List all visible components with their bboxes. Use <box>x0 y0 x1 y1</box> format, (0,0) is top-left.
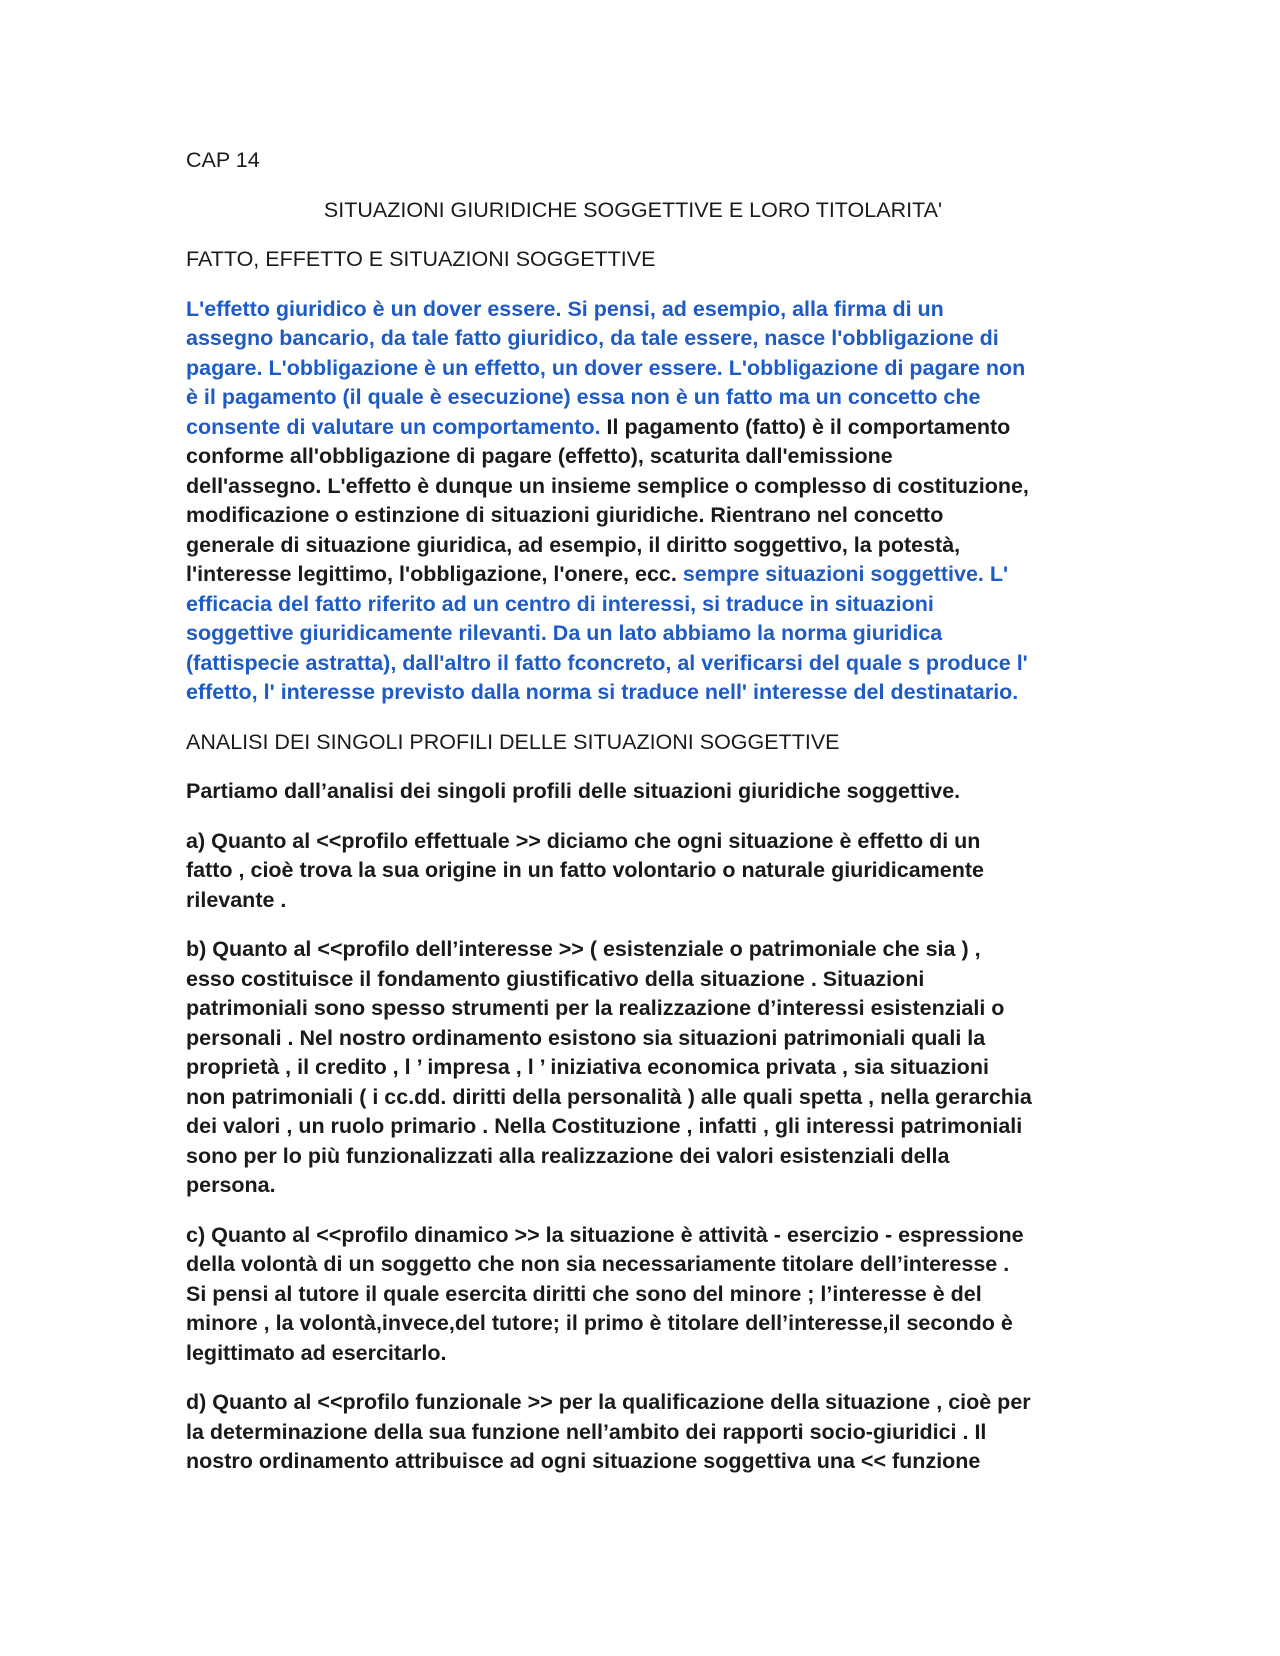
paragraph-line: pagare. L'obbligazione è un effetto, un dover essere. L'obbligazione di pagare non <box>186 355 1026 380</box>
paragraph-line: assegno bancario, da tale fatto giuridico, da tale essere, nasce l'obbligazione di <box>186 326 999 350</box>
paragraph-line: dell'assegno. L'effetto è dunque un insieme semplice o complesso di costituzione, <box>186 473 1029 498</box>
paragraph-line: a) Quanto al <<profilo effettuale >> diciamo che ogni situazione è effetto di un <box>186 828 981 853</box>
paragraph-line: dei valori , un ruolo primario . Nella Costituzione , infatti , gli interessi patrimoniali <box>186 1114 1023 1138</box>
paragraph-line: (fattispecie astratta), dall'altro il fatto fconcreto, al verificarsi del quale s produce l' <box>186 650 1028 675</box>
paragraph-line: efficacia del fatto riferito ad un centro di interessi, si traduce in situazioni <box>186 591 934 616</box>
paragraph-line: Partiamo dall’analisi dei singoli profili delle situazioni giuridiche soggettive. <box>186 779 961 803</box>
plain-text: l'interesse legittimo, l'obbligazione, l'onere, ecc. <box>186 562 683 586</box>
paragraph-line: soggettive giuridicamente rilevanti. Da un lato abbiamo la norma giuridica <box>186 621 943 645</box>
paragraph-profilo-interesse <box>186 935 1096 1201</box>
paragraph-intro-profili <box>186 777 1096 807</box>
paragraph-line: c) Quanto al <<profilo dinamico >> la situazione è attività - esercizio - espressione <box>186 1222 1024 1247</box>
paragraph-profilo-dinamico <box>186 1221 1096 1369</box>
paragraph-line: Si pensi al tutore il quale esercita diritti che sono del minore ; l’interesse è del <box>186 1281 982 1306</box>
paragraph-line: esso costituisce il fondamento giustificativo della situazione . Situazioni <box>186 966 925 991</box>
document-title: SITUAZIONI GIURIDICHE SOGGETTIVE E LORO TITOLARITA' <box>323 197 943 222</box>
paragraph-line: nostro ordinamento attribuisce ad ogni situazione soggettiva una << funzione <box>186 1449 981 1473</box>
paragraph-line: persona. <box>186 1173 276 1197</box>
section-heading-analisi: ANALISI DEI SINGOLI PROFILI DELLE SITUAZIONI SOGGETTIVE <box>186 729 840 754</box>
paragraph-line: fatto , cioè trova la sua origine in un fatto volontario o naturale giuridicamente <box>186 858 984 882</box>
paragraph-line: rilevante . <box>186 887 287 912</box>
paragraph-profilo-funzionale <box>186 1388 1096 1477</box>
paragraph-line: sono per lo più funzionalizzati alla realizzazione dei valori esistenziali della <box>186 1143 950 1168</box>
plain-text: Il pagamento (fatto) è il comportamento <box>600 414 1011 439</box>
paragraph-line: generale di situazione giuridica, ad esempio, il diritto soggettivo, la potestà, <box>186 532 961 557</box>
document-body <box>186 146 1096 1497</box>
paragraph-line: modificazione o estinzione di situazioni giuridiche. Rientrano nel concetto <box>186 503 944 527</box>
paragraph-line-mixed <box>186 560 1096 590</box>
paragraph-line: personali . Nel nostro ordinamento esistono sia situazioni patrimoniali quali la <box>186 1025 986 1050</box>
paragraph-line: conforme all'obbligazione di pagare (effetto), scaturita dall'emissione <box>186 444 893 468</box>
paragraph-line: proprietà , il credito , l ’ impresa , l ’ iniziativa economica privata , sia situazioni <box>186 1055 989 1079</box>
paragraph-line: effetto, l' interesse previsto dalla norma si traduce nell' interesse del destinatario. <box>186 680 1019 704</box>
paragraph-effetto-giuridico <box>186 295 1096 708</box>
section-heading-fatto-effetto: FATTO, EFFETTO E SITUAZIONI SOGGETTIVE <box>186 247 656 271</box>
paragraph-line: la determinazione della sua funzione nell’ambito dei rapporti socio-giuridici . Il <box>186 1419 987 1444</box>
paragraph-profilo-effettuale <box>186 827 1096 916</box>
paragraph-line: patrimoniali sono spesso strumenti per la realizzazione d’interessi esistenziali o <box>186 996 1005 1020</box>
paragraph-line-mixed <box>186 413 1096 443</box>
paragraph-line: della volontà di un soggetto che non sia necessariamente titolare dell’interesse . <box>186 1252 1010 1276</box>
highlighted-text: consente di valutare un comportamento. <box>186 414 601 439</box>
paragraph-line: legittimato ad esercitarlo. <box>186 1340 447 1365</box>
paragraph-line: L'effetto giuridico è un dover essere. Si pensi, ad esempio, alla firma di un <box>186 296 944 321</box>
paragraph-line: b) Quanto al <<profilo dell’interesse >> ( esistenziale o patrimoniale che sia ) , <box>186 937 981 961</box>
paragraph-line: d) Quanto al <<profilo funzionale >> per la qualificazione della situazione , cioè per <box>186 1390 1031 1414</box>
paragraph-line: è il pagamento (il quale è esecuzione) essa non è un fatto ma un concetto che <box>186 385 981 409</box>
highlighted-text: sempre situazioni soggettive. L' <box>682 562 1009 586</box>
paragraph-line: minore , la volontà,invece,del tutore; il primo è titolare dell’interesse,il secondo è <box>186 1311 1013 1335</box>
paragraph-line: non patrimoniali ( i cc.dd. diritti della personalità ) alle quali spetta , nella gerarchia <box>186 1084 1032 1109</box>
chapter-label: CAP 14 <box>186 148 260 172</box>
